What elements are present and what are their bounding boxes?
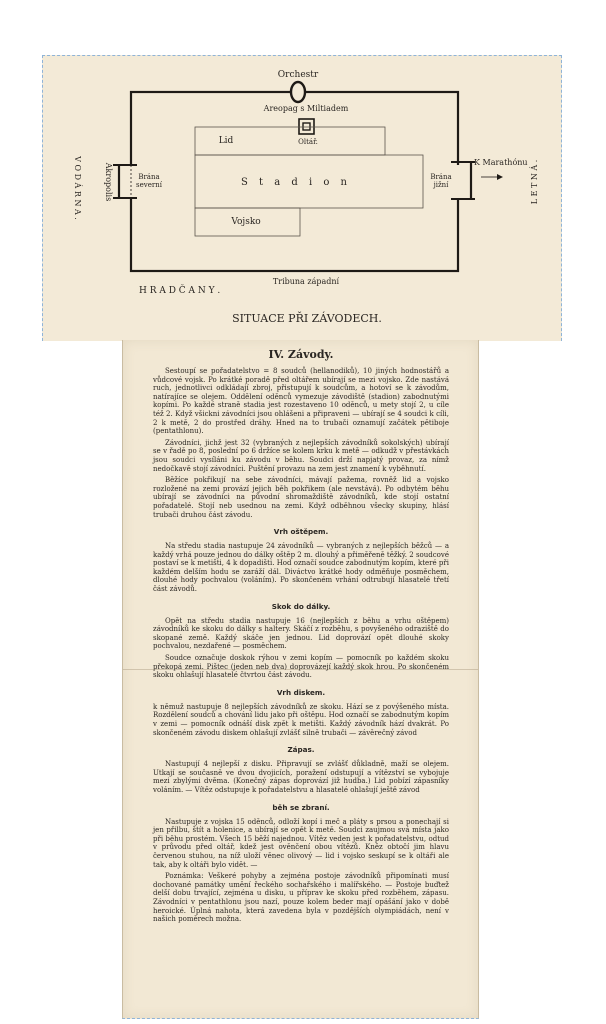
section-paragraph: Nastupuje z vojska 15 oděnců, odloží kopí i meč a pláty s prsou a ponechají si jen přilbu, štít a holenice, a ubírají se opět k metě. Soudci zaujmou svá místa jako při běhu prostém. Všech 15 běží najednou. Vítěz veden jest k pořadatelstvu, odtud v průvodu před oltář, kdež jest ověnčení obou vítězů. Kněz obtočí jim hlavu červenou stuhou, na níž uloží věnec olivový — lid i vojsko seskupí se k oltáři ale tak, aby k oltáři bylo vidět. —	[153, 817, 449, 869]
section-title: Skok do dálky.	[271, 601, 331, 611]
section-skok-do-dalky	[153, 602, 449, 680]
section-paragraph: Soudce označuje doskok rýhou v zemi kopím — pomocník po každém skoku překopá zemi. Pištec (jeden neb dva) doprovázejí každý skok hrou. Po skončeném skoku ohlašují hlasatelé čtvrtou část závodu.	[153, 654, 449, 680]
brana-jizni-label-2: jižní	[433, 181, 449, 189]
section-paragraph: Na středu stadia nastupuje 24 závodníků — vybraných z nejlepších běžců — a každý vrhá pouze jednou do dálky oštěp 2 m. dlouhý a přiměřeně těžký. 2 soudcové postaví se k metišti, 4 k dopadišti. Hod označí soudce zabodnutým kopím, které při každém delším hodu se zaráží dál. Diváctvo krátké hody odměňuje posměchem, dlouhé hody pochvalou (voláním). Po skončeném vrhání odtrubují hlasatelé třetí část závodů.	[153, 542, 449, 594]
map-sheet	[42, 55, 562, 341]
areopag-label: Areopag s Miltiadem	[263, 104, 349, 113]
orchestr-label: Orchestr	[277, 70, 319, 80]
section-paragraph: k němuž nastupuje 8 nejlepších závodníků ze skoku. Hází se z povýšeného místa. Rozdělení soudců a chování lidu jako při oštěpu. Hod označí se zabodnutým kopím v zemi — pomocník odnáší disk zpět k metišti. Každý závodník hází dvakrát. Po skončeném závodu diskem ohlašují zvlášť silně trubači — závěrečný závod	[153, 702, 449, 737]
lid-label: Lid	[218, 136, 234, 146]
section-zapas	[153, 745, 449, 794]
south-gate-gap	[453, 165, 462, 198]
section-vrh-ostepem	[153, 527, 449, 594]
text-sheet	[122, 340, 479, 1019]
map-caption: SITUACE PŘI ZÁVODECH.	[232, 312, 382, 325]
intro-paragraph: Běžíce pokřikují na sebe závodníci, mávají pažema, rovněž lid a vojsko rozložené na zemi provází jejich běh pokřikem (ale nevstává). Po odbytém běhu ubírají se závodníci na původní shromaždiště závodníků, kde stojí ostatní pořadatelé. Stojí neb usednou na zemi. Když odběhnou všecky skupiny, hlásí trubači druhou část závodu.	[153, 476, 449, 519]
stadium-map	[43, 56, 561, 341]
section-title: Vrh diskem.	[276, 687, 326, 697]
stadion-label: S t a d i o n	[241, 177, 351, 188]
section-paragraph: Poznámka: Veškeré pohyby a zejména postoje závodníků připomínati musí dochované památky umění řeckého sochařského i malířského. — Postoje buďtež delší dobu trvající, zejména u disku, u příprav ke skoku před rozběhem, zápasu. Závodníci v pentathlonu jsou nazí, pouze kolem beder mají opášání jako v době heroické. Úplná nahota, která zavedena byla v pozdějších olympiádách, není v našich poměrech možna.	[153, 872, 449, 924]
document-heading: IV. Závody.	[268, 348, 334, 361]
section-paragraph: Opět na středu stadia nastupuje 16 (nejlepších z běhu a vrhu oštěpem) závodníků ke skoku do dálky s haltery. Skáčí z rozběhu, s povyšeného odraziště do skopané země. Každý skáče jen jednou. Lid doprovází opět dlouhé skoky pochvalou, nezdařené — posměchem.	[153, 616, 449, 651]
intro-section	[153, 367, 449, 519]
brana-severni-label-2: severní	[136, 181, 162, 189]
tribuna-label: Tribuna západní	[272, 277, 340, 286]
k-marathonu-label: K Marathónu	[474, 158, 528, 167]
intro-paragraph: Závodníci, jichž jest 32 (vybraných z nejlepších závodníků sokolských) ubírají se v řadě po 8, poslední po 6 držíce se kolem krku k metě — odkudž v přestávkách jsou soudci vysíláni ku závodu v běhu. Soudci drží napjatý provaz, za nímž nedočkavě stojí závodníci. Puštění provazu na zem jest znamení k vyběhnutí.	[153, 438, 449, 473]
north-gate-gap	[127, 165, 136, 198]
section-title: Vrh oštěpem.	[273, 527, 329, 537]
intro-paragraph: Sestoupí se pořadatelstvo = 8 soudců (hellanodiků), 10 jiných hodnostářů a vůdcové vojsk. Po krátké poradě před oltářem ubírají se mezi vojsko. Zde nastává ruch, jednotlivci odkládají zbroj, přistupují k soudcům, a hotoví se k závodům, natírajíce se olejem. Oddělení oděnců vymezuje závodiště (stadion) zabodnutými kopími. Po každé straně stadia jest rozestaveno 10 oděnců, u mety stojí 2, u cíle též 2. Když všickni závodníci jsou ohlášeni a připraveni — ubírají se 4 soudci k cíli, 2 k metě, 2 do prostřed dráhy. Hned na to trubači oznamují začátek pětiboje (pentathlonu).	[153, 367, 449, 436]
brana-severni-label-1: Brána	[138, 173, 160, 181]
section-paragraph: Nastupují 4 nejlepší z disku. Připravují se zvlášť důkladně, maží se olejem. Utkají se současně ve dvou dvojicích, poražení odstupují a vítězství se vybojuje mezi zbylými dvěma. (Konečný zápas doprovází již hudba.) Lid pobízí zápasníky voláním. — Vítěz odstupuje k pořadatelstvu a hlasatelé ohlašují ještě závod	[153, 760, 449, 794]
altar-outer	[299, 119, 314, 134]
document-body	[153, 348, 449, 927]
vojsko-label: Vojsko	[231, 217, 261, 227]
vodarna-label: V O D Á R N A .	[73, 156, 82, 220]
altar-inner	[303, 123, 310, 130]
brana-jizni-label-1: Brána	[430, 173, 452, 181]
orchestr-circle	[291, 82, 305, 102]
letna-label: L E T N Á .	[530, 159, 539, 205]
akropolis-label: Akropolis	[104, 162, 113, 202]
section-vrh-diskem	[153, 688, 449, 737]
oltar-label: Oltář.	[298, 138, 318, 146]
section-beh-se-zbrani	[153, 803, 449, 924]
hradcany-label: H R A D Č A N Y .	[139, 286, 221, 296]
marathon-arrow-head	[497, 174, 503, 180]
section-title: běh se zbraní.	[272, 802, 330, 812]
section-title: Zápas.	[287, 745, 315, 755]
